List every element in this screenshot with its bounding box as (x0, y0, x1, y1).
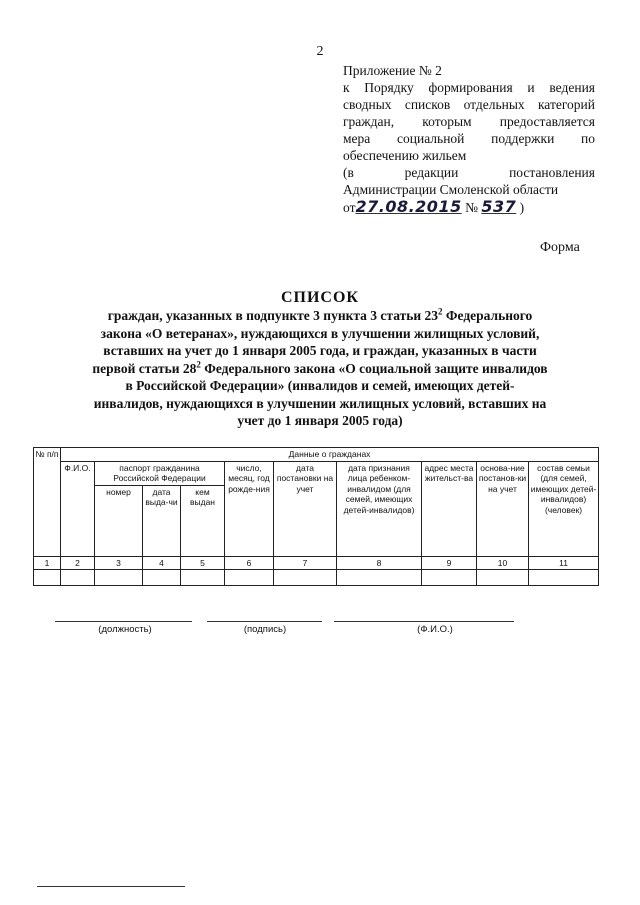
column-number-cell: 7 (274, 556, 337, 570)
position-signature-line (55, 621, 192, 622)
empty-cell (34, 570, 61, 586)
date-prefix: от (343, 200, 356, 215)
appendix-line: мера социальной поддержки по (343, 131, 595, 146)
appendix-line: к Порядку формирования и ведения (343, 80, 595, 95)
footer-rule (37, 886, 185, 887)
appendix-line: граждан, которым предоставляется (343, 114, 595, 129)
table-row (34, 570, 599, 586)
header-family: состав семьи (для семей, имеющих детей-инвалидов) (человек) (529, 461, 599, 556)
position-label: (должность) (98, 624, 152, 635)
subtitle-superscript: 2 (196, 359, 201, 369)
header-passport: паспорт гражданина Российской Федерации (95, 461, 225, 485)
header-birth-date: число, месяц, год рожде-ния (225, 461, 274, 556)
list-subtitle (92, 307, 548, 430)
column-number-cell: 4 (143, 556, 181, 570)
appendix-heading: Приложение № 2 (343, 63, 442, 78)
date-line (343, 198, 595, 216)
empty-cell (337, 570, 422, 586)
name-label: (Ф.И.О.) (417, 624, 453, 635)
header-address: адрес места жительст-ва (422, 461, 477, 556)
column-number-cell: 1 (34, 556, 61, 570)
empty-cell (274, 570, 337, 586)
column-number-cell: 8 (337, 556, 422, 570)
column-number-cell: 2 (61, 556, 95, 570)
column-number-cell: 10 (477, 556, 529, 570)
subtitle-superscript: 2 (438, 306, 443, 317)
appendix-block (343, 62, 595, 216)
subtitle-part: Федерального закона «О ветеранах», нуждающихся в улучшении жилищных условий, вставших на учет до 1 января 2005 года, и граждан, указанных в части первой статьи 28 (92, 308, 540, 376)
handwritten-date: 27.08.2015 (355, 197, 462, 216)
appendix-line: сводных списков отдельных категорий (343, 97, 595, 112)
edition-line: (в редакции постановления (343, 165, 595, 180)
signature-label: (подпись) (243, 624, 287, 635)
header-number: № п/п (34, 448, 61, 557)
signature-line (207, 621, 322, 622)
page-number: 2 (316, 44, 324, 59)
column-number-cell: 5 (181, 556, 225, 570)
empty-cell (529, 570, 599, 586)
column-number-cell: 9 (422, 556, 477, 570)
form-label: Форма (540, 240, 580, 255)
empty-cell (95, 570, 143, 586)
header-basis: основа-ние постанов-ки на учет (477, 461, 529, 556)
name-signature-line (334, 621, 514, 622)
empty-cell (181, 570, 225, 586)
column-number-cell: 6 (225, 556, 274, 570)
header-fio: Ф.И.О. (61, 461, 95, 556)
list-title: СПИСОК (280, 289, 360, 306)
subtitle-part: Федерального закона «О социальной защите инвалидов в Российской Федерации» (инвалидов и семей, имеющих детей-инвалидов, нуждающихся в улучшении жилищных условий, вставших на учет до 1 января 2005 года) (93, 360, 548, 428)
number-prefix: № (465, 200, 478, 215)
header-passport-date: дата выда-чи (143, 485, 181, 556)
citizens-table (33, 447, 599, 586)
column-number-cell: 11 (529, 556, 599, 570)
appendix-line: обеспечению жильем (343, 148, 467, 163)
empty-cell (61, 570, 95, 586)
empty-cell (143, 570, 181, 586)
empty-cell (225, 570, 274, 586)
closing-paren: ) (519, 200, 525, 215)
header-registration-date: дата постановки на учет (274, 461, 337, 556)
empty-cell (477, 570, 529, 586)
header-passport-number: номер (95, 485, 143, 556)
column-number-cell: 3 (95, 556, 143, 570)
empty-cell (422, 570, 477, 586)
header-group: Данные о гражданах (61, 448, 599, 462)
subtitle-part: граждан, указанных в подпункте 3 пункта 3 статьи 23 (107, 308, 439, 323)
header-passport-issuer: кем выдан (181, 485, 225, 556)
issuer-line: Администрации Смоленской области (343, 182, 559, 197)
header-disability-date: дата признания лица ребенком-инвалидом (для семей, имеющих детей-инвалидов) (337, 461, 422, 556)
handwritten-number: 537 (481, 197, 517, 216)
